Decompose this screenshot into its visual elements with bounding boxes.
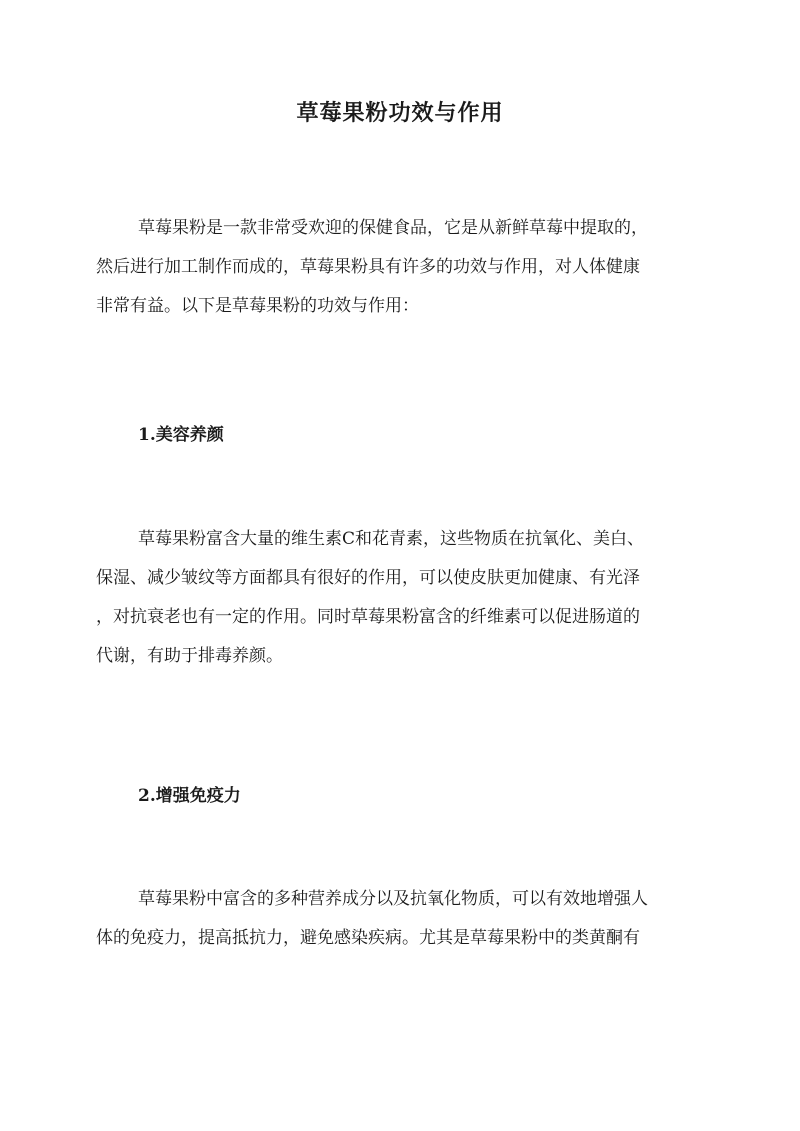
section-heading-immunity: 2.增强免疫力 bbox=[138, 786, 241, 806]
section-paragraph-immunity bbox=[96, 880, 706, 958]
paragraph-line: 草莓果粉中富含的多种营养成分以及抗氧化物质，可以有效地增强人 bbox=[138, 889, 648, 909]
paragraph-line: 代谢，有助于排毒养颜。 bbox=[96, 646, 283, 666]
paragraph-line: 草莓果粉是一款非常受欢迎的保健食品，它是从新鲜草莓中提取的， bbox=[138, 218, 648, 238]
paragraph-line: ，对抗衰老也有一定的作用。同时草莓果粉富含的纤维素可以促进肠道的 bbox=[96, 607, 640, 627]
paragraph-line: 非常有益。以下是草莓果粉的功效与作用： bbox=[96, 296, 419, 316]
paragraph-line: 体的免疫力，提高抵抗力，避免感染疾病。尤其是草莓果粉中的类黄酮有 bbox=[96, 928, 640, 948]
paragraph-line: 然后进行加工制作而成的，草莓果粉具有许多的功效与作用，对人体健康 bbox=[96, 257, 640, 277]
paragraph-line: 草莓果粉富含大量的维生素C和花青素，这些物质在抗氧化、美白、 bbox=[138, 529, 645, 549]
section-paragraph-beauty bbox=[96, 520, 706, 676]
section-heading-beauty: 1.美容养颜 bbox=[138, 425, 224, 445]
paragraph-line: 保湿、减少皱纹等方面都具有很好的作用，可以使皮肤更加健康、有光泽 bbox=[96, 568, 640, 588]
document-title: 草莓果粉功效与作用 bbox=[296, 100, 504, 126]
intro-paragraph bbox=[96, 209, 706, 326]
